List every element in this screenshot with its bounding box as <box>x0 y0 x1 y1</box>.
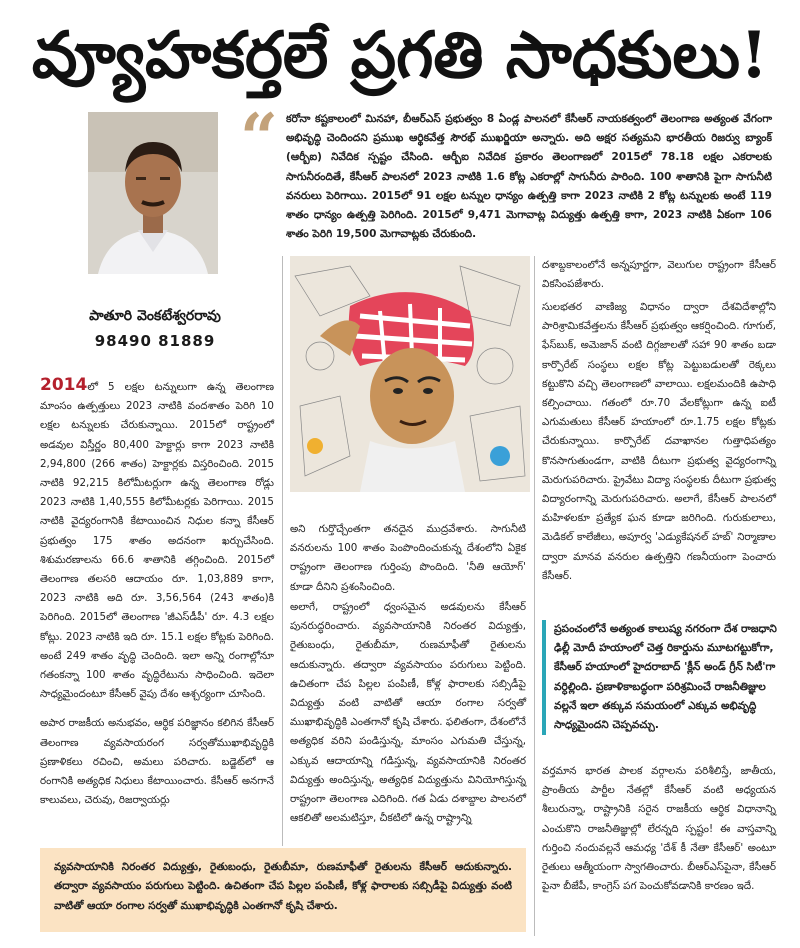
article-column-3 <box>542 298 776 596</box>
column-divider <box>282 256 283 846</box>
author-phone: 98490 81889 <box>94 332 216 350</box>
kcr-illustration <box>290 256 530 492</box>
paragraph: అని గుర్తొచ్చేంతగా తనదైన ముద్రవేశారు. సాగునీటి వనరులను 100 శాతం పెంపొందించుకున్న దేశంలోని ఏకైక రాష్ట్రంగా తెలంగాణ గుర్తింపు పొందింది. 'నీతి ఆయోగ్' కూడా దీనిని ప్రశంసించింది. <box>290 523 526 593</box>
intro-paragraph: కరోనా కష్టకాలంలో మినహా, బీఆర్ఎస్ ప్రభుత్వం 8 ఏండ్ల పాలనలో కేసీఆర్ నాయకత్వంలో తెలంగాణ అత్యంత వేగంగా అభివృద్ధి చెందిందని ప్రముఖ ఆర్థికవేత్త సౌరభ్ ముఖర్జియా అన్నారు. అది అక్షర సత్యమని భారతీయ రిజర్వు బ్యాంక్ (ఆర్బీఐ) నివేదిక స్పష్టం చేసింది. ఆర్బీఐ నివేదిక ప్రకారం తెలంగాణలో 2015లో 78.18 లక్షల ఎకరాలకు సాగునీరందితే, కేసీఆర్ పాలనలో 2023 నాటికి 1.6 కోట్ల ఎకరాల్లో సాగునీరు పారింది. 100 శాతానికి పైగా సాగునీటి వనరులు పెరిగాయి. 2015లో 91 లక్షల టన్నుల ధాన్యం ఉత్పత్తి కాగా 2023 నాటికి 2 కోట్ల టన్నులకు అంటే 119 శాతం ధాన్యం ఉత్పత్తి పెరిగింది. 2015లో 9,471 మెగావాట్ల విద్యుత్తు ఉత్పత్తి కాగా, 2023 నాటికి ఏకంగా 106 శాతం పెరిగి 19,500 మెగావాట్లకు చేరుకుంది. <box>286 113 772 241</box>
article-column-1 <box>40 376 274 820</box>
author-photo <box>88 112 218 274</box>
paragraph: అలాగే, రాష్ట్రంలో ధ్వంసమైన అడవులను కేసీఆర్ పునరుద్ధరించారు. వ్యవసాయానికి నిరంతర విద్యుత్తు, రైతుబంధు, రైతుబీమా, రుణమాఫీతో రైతులను ఆదుకున్నారు. తద్వారా వ్యవసాయం పరుగులు పెట్టింది. ఉచితంగా చేప పిల్లల పంపిణీ, కోళ్ల ఫారాలకు సబ్సిడీపై విద్యుత్తు వంటి వాటితో ఆయా రంగాల సర్వతో ముఖాభివృద్ధికి ఎంతగానో కృషి చేశారు. ఫలితంగా, దేశంలోనే అత్యధిక వరిని పండిస్తున్న, మాంసం ఎగుమతి చేస్తున్న, ఎక్కువ ఆదాయాన్ని గడిస్తున్న, వ్యవసాయానికి నిరంతర విద్యుత్తు అందిస్తున్న, అత్యధిక విద్యుత్తును వినియోగిస్తున్న రాష్ట్రంగా తెలంగాణ ఎదిగింది. గత ఏడు దశాబ్దాల పాలనలో ఆకలితో అలమటిస్తూ, చీకటిలో ఉన్న రాష్ట్రాన్ని <box>290 601 526 825</box>
paragraph: అపార రాజకీయ అనుభవం, ఆర్థిక పరిజ్ఞానం కలిగిన కేసీఆర్ తెలంగాణ వ్యవసాయరంగ సర్వతోముఖాభివృద్ధికి ప్రణాళికలు రచించి, అమలు పరిచారు. బడ్జెట్‌లో ఆ రంగానికి అత్యధిక నిధులు కేటాయించారు. కేసీఆర్ అనగానే కాలువలు, చెరువు, రిజర్వాయర్లు <box>40 717 274 807</box>
kcr-illustration-image <box>290 256 530 492</box>
pull-quote: ప్రపంచంలోనే అత్యంత కాలుష్య నగరంగా దేశ రాజధాని ఢిల్లీ మోదీ హయాంలో చెత్త రికార్డును మూటగట్టుకోగా, కేసీఆర్ హయాంలో హైదరాబాద్ 'క్లీన్ అండ్ గ్రీన్ సిటీ'గా వర్ధిల్లింది. ప్రణాళికాబద్ధంగా పరిశ్రమించే రాజనీతిజ్ఞుల వల్లనే ఇలా తక్కువ సమయంలో ఎక్కువ అభివృద్ధి సాధ్యమైందని చెప్పవచ్చు. <box>542 620 786 735</box>
author-portrait-image <box>88 112 218 274</box>
quote-mark-icon: “ <box>240 99 278 177</box>
article-column-2-top <box>290 520 526 607</box>
drop-cap-year: 2014 <box>40 375 88 395</box>
paragraph <box>40 376 274 704</box>
paragraph-text: లో 5 లక్షల టన్నులుగా ఉన్న తెలంగాణ మాంసం ఉత్పత్తులు 2023 నాటికి వందశాతం పెరిగి 10 లక్షల టన్నులకు చేరుకున్నాయి. 2015లో రాష్ట్రంలో అడవుల విస్తీర్ణం 80,400 హెక్టార్లు కాగా 2023 నాటికి 2,94,800 (266 శాతం) హెక్టార్లకు విస్తరించింది. 2015 నాటికి 92,215 కిలోమీటర్లుగా ఉన్న తెలంగాణ రోడ్లు 2023 నాటికి 1,40,555 కిలోమీటర్లకు పెరిగాయి. 2015 నాటికి వైద్యరంగానికి కేటాయించిన నిధుల కన్నా కేసీఆర్ ప్రభుత్వం 175 శాతం అదనంగా ఖర్చుచేసింది. శిశుమరణాలను 66.6 శాతానికి తగ్గించింది. 2015లో తెలంగాణ తలసరి ఆదాయం రూ. 1,03,889 కాగా, 2023 నాటికి అది రూ. 3,56,564 (243 శాతం)కి పెరిగింది. 2015లో తెలంగాణ 'జీఎస్‌డీపీ' రూ. 4.3 లక్షల కోట్లు. 2023 నాటికి ఇది రూ. 15.1 లక్షల కోట్లకు పెరిగింది. అంటే 249 శాతం వృద్ధి చెందింది. ఇలా అన్ని రంగాల్లోనూ గతంకన్నా 100 శాతం వృద్ధిరేటును సాధించింది. ఇదెలా సాధ్యమైందంటూ కేసీఆర్ వైపు దేశం ఆశ్చర్యంగా చూసింది. <box>40 381 274 701</box>
headline: వ్యూహకర్తలే ప్రగతి సాధకులు! <box>31 18 769 93</box>
paragraph: వర్తమాన భారత పాలక వర్గాలను పరిశీలిస్తే, జాతీయ, ప్రాంతీయ పార్టీల నేతల్లో కేసీఆర్ వంటి అధ్యయన శీలురున్నా, రాష్ట్రానికి సరైన రాజకీయ ఆర్థిక విధానాన్ని ఎంచుకొని రాజనీతిజ్ఞుల్లో లేరన్నది స్పష్టం! ఈ వాస్తవాన్ని గుర్తించి నందువల్లనే ఆమధ్య 'దేశ్ కీ నేతా కేసీఆర్' అంటూ రైతులు ఆత్మీయంగా స్వాగతించారు. బీఆర్ఎస్‌పైనా, కేసీఆర్ పైనా బీజేపీ, కాంగ్రెస్ పగ పెంచుకోవడానికి కారణం ఇదే. <box>542 765 776 893</box>
article-column-2 <box>290 598 526 838</box>
column-divider <box>534 256 535 936</box>
paragraph: దశాబ్దకాలంలోనే అన్నపూర్ణగా, వెలుగుల రాష్ట్రంగా కేసీఆర్ వికసింపజేశారు. <box>542 259 776 291</box>
paragraph: సులభతర వాణిజ్య విధానం ద్వారా దేశవిదేశాల్లోని పారిశ్రామికవేత్తలను కేసీఆర్ ప్రభుత్వం ఆకర్షించింది. గూగుల్, ఫేస్‌బుక్, అమెజాన్ వంటి దిగ్గజాలతో సహా 90 శాతం బడా కార్పొరేట్ సంస్థలు లక్షల కోట్ల పెట్టుబడులతో రెక్కలు కట్టుకొని వచ్చి తెలంగాణలో వాలాయి. లక్షలమందికి ఉపాధి కల్పించాయి. గతంలో రూ.70 వేలకోట్లుగా ఉన్న ఐటీ ఎగుమతులు కేసీఆర్ హయాంలో రూ.1.75 లక్షల కోట్లకు చేరుకున్నాయి. కార్పొరేట్ దవాఖానల గుత్తాధిపత్యం కొనసాగుతుండగా, వాటికి దీటుగా ప్రభుత్వ వైద్యరంగాన్ని మెరుగుపరిచారు. ప్రైవేటు విద్యా సంస్థలకు దీటుగా ప్రభుత్వ విద్యారంగాన్ని మెరుగుపరిచారు. అలాగే, కేసీఆర్ పాలనలో మహిళలకూ ప్రత్యేక ఘన కూడా జరిగింది. గురుకులాలు, మెడికల్ కాలేజీలు, అపూర్వ 'ఎడ్యుకేషనల్ హబ్' నిర్మాణాల ద్వారా మానవ వనరుల ఉత్పత్తిని గణనీయంగా పెంచారు కేసీఆర్. <box>542 301 776 582</box>
article-column-3-bottom <box>542 762 776 906</box>
highlight-box: వ్యవసాయానికి నిరంతర విద్యుత్తు, రైతుబంధు, రైతుబీమా, రుణమాఫీతో రైతులను కేసీఆర్ ఆదుకున్నారు. తద్వారా వ్యవసాయం పరుగులు పెట్టింది. ఉచితంగా చేప పిల్లల పంపిణీ, కోళ్ల ఫారాలకు సబ్సిడీపై విద్యుత్తు వంటి వాటితో ఆయా రంగాల సర్వతో ముఖాభివృద్ధికి ఎంతగానో కృషి చేశారు. <box>40 848 526 932</box>
author-name: పాతూరి వెంకటేశ్వరరావు <box>89 308 221 324</box>
